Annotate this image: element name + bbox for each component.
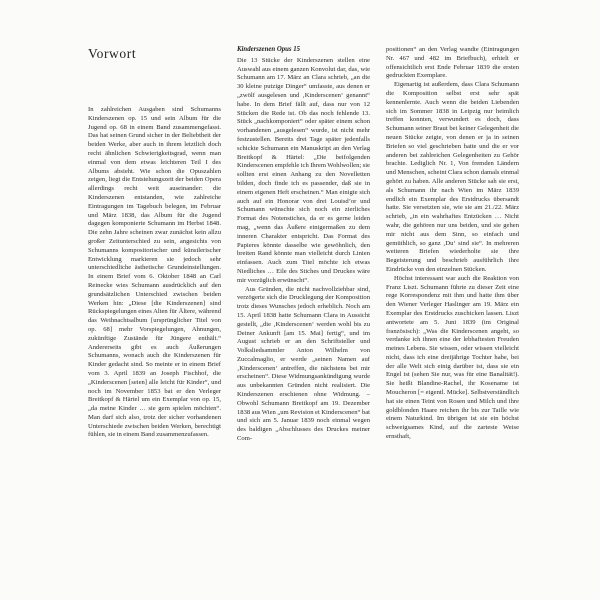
column-2 [237, 46, 370, 586]
paragraph: In zahlreichen Ausgaben sind Schumanns Kinderszenen op. 15 und sein Album für die Jugend op. 68 in einem Band zusammengefasst. Das hat seinen Grund sicher in der Beliebtheit der beiden Werke, aber auch in ihrem letztlich doch recht ähnlichen Schwierigkeitsgrad, wenn man einmal von dem etwas leichteren Teil I des Albums absieht. Wie schon die Opuszahlen zeigen, liegt die Entstehungszeit der beiden Opera allerdings recht weit auseinander: die Kinderszenen entstanden, wie zahlreiche Eintragungen im Tagebuch belegen, im Februar und März 1838, das Album für die Jugend dagegen komponierte Schumann im Herbst 1848. Die zehn Jahre scheinen zwar zunächst kein allzu großer Zeitunterschied zu sein, angesichts von Schumanns kompositorischer und künstlerischer Entwicklung markieren sie jedoch sehr unterschiedliche ästhetische Grundeinstellungen. In einem Brief vom 6. Oktober 1848 an Carl Reinecke wies Schumann ausdrücklich auf den grundsätzlichen Unterschied zwischen beiden Werken hin: „Diese [die Kinderszenen] sind Rückspiegelungen eines Alten für Ältere, während das Weihnachtsalbum [ursprünglicher Titel von op. 68] mehr Vorspiegelungen, Ahnungen, zukünftige Zustände für Jüngere enthält.“ Andererseits gibt es auch Äußerungen Schumanns, wonach auch die Kinderszenen für Kinder gedacht sind. So meinte er in einem Brief vom 3. April 1839 an Joseph Fischhof, die „Kinderscenen [seien] alle leicht für Kinder“, und noch im November 1853 bat er den Verleger Breitkopf & Härtel um ein Exemplar von op. 15, „da meine Kinder … sie gern spielen möchten“. Man darf sich also, trotz der sicher vorhandenen Unterschiede zwischen beiden Werken, berechtigt fühlen, sie in einem Band zusammenzufassen. [88, 106, 221, 439]
section-heading-kinderszenen: Kinderszenen Opus 15 [237, 46, 301, 53]
paragraph: Eigenartig ist außerdem, dass Clara Schumann die Komposition selbst erst sehr spät kennenlernte. Auch wenn die beiden Liebenden sich im Sommer 1838 in Leipzig nur heimlich treffen konnten, verwundert es doch, dass Schumann seiner Braut bei keiner Gelegenheit die neuen Stücke zeigte, von denen er ja in seinen Briefen so viel geschrieben hatte und die er vor anderen bei zahlreichen Gelegenheiten zu Gehör brachte. Lediglich Nr. 1, Von fremden Ländern und Menschen, scheint Clara schon damals einmal gehört zu haben. Alle anderen Stücke sah sie erst, als Schumann ihr nach Wien im März 1839 endlich ein Exemplar des Erstdrucks übersandt hatte. Sie versetzten sie, wie sie am 21./22. März schrieb, „in ein wahrhaftes Entzücken … Nicht wahr, die gehören nur uns beiden, und sie gehen mir nicht aus dem Sinn, so einfach und gemüthlich, so ganz ‚Du‘ sind sie“. In mehreren weiteren Briefen wiederholte sie ihre Begeisterung und beschrieb ausführlich ihre Eindrücke von den einzelnen Stücken. [386, 81, 519, 273]
column-3-text [386, 46, 519, 442]
page-content [88, 46, 518, 586]
paragraph: Die 13 Stücke der Kinderszenen stellen eine Auswahl aus einem ganzen Konvolut dar, das, wie Schumann am 17. März an Clara schrieb, „an die 30 kleine putzige Dinger“ umfasste, aus denen er „zwölf ausgelesen und ‚Kinderscenen‘ genannt“ habe. In dem Brief fällt auf, dass nur von 12 Stücken die Rede ist. Ob das noch fehlende 13. Stück „nachkomponiert“ oder später einem schon vorhandenen „ausgelesen“ wurde, ist nicht mehr festzustellen. Bereits drei Tage später jedenfalls schickte Schumann ein Manuskript an den Verlag Breitkopf & Härtel: „Die beifolgenden Kinderscenen empfehle ich Ihrem Wohlwollen; sie sollten erst einen Anhang zu den Novelletten bilden, doch finde ich es passender, daß sie in einem eigenen Heft erscheinen.“ Man einigte sich auch auf ein Honorar von drei Louisd’or und Schumann wünschte sich noch ein zierliches Format des Notenstiches, da er es gerne leiden mag, „wenn das Äußere einigermaßen zu dem inneren Charakter entspricht. Das Format des Papieres könnte dasselbe wie gewöhnlich, den breiten Rand könnte man vielleicht durch Linien einfassen. Auch zum Titel möchte ich etwas Niedliches … Eile des Stiches und Druckes wäre mir vorzüglich erwünscht“. [237, 56, 370, 284]
page-title: Vorwort [88, 46, 137, 61]
paragraph: Höchst interessant war auch die Reaktion von Franz Liszt. Schumann führte zu dieser Zeit eine rege Korrespondenz mit ihm und hatte ihm über den Wiener Verleger Haslinger am 19. März ein Exemplar des Erstdrucks zuschicken lassen. Liszt antwortete am 5. Juni 1839 (im Original französisch): „Was die Kinderscenen angeht, so verdanke ich ihnen eine der lebhaftesten Freuden meines Lebens. Sie wissen, oder wissen vielleicht nicht, dass ich eine dreijährige Tochter habe, bei der alle Welt sich einig darüber ist, dass sie ein Engel ist (sehen Sie nur, was für eine Banalität!). Sie heißt Blandine-Rachel, ihr Kosename ist Moucheron [= eigentl. Mücke]. Selbstverständlich hat sie einen Teint von Rosen und Milch und ihre goldblonden Haare reichen ihr bis zur Taille wie einem Naturkind. Im übrigen ist sie ein höchst schweigsames Kind, auf die zarteste Weise ernsthaft, [386, 274, 519, 441]
title-gap [88, 62, 221, 106]
paragraph: Aus Gründen, die nicht nachvollziehbar sind, verzögerte sich die Drucklegung der Komposition trotz dieses Wunsches jedoch erheblich. Noch am 15. April 1838 hatte Schumann Clara in Aussicht gestellt, „die ‚Kinderscenen‘ werden wohl bis zu Deiner Ankunft [am 15. Mai] fertig“, und im August schrieb er an den Schriftsteller und Volksliedsammler Anton Wilhelm von Zuccalmaglio, er werde „seinen Namen auf ‚Kinderscenen‘ antreffen, die nächstens bei mir erscheinen“. Diese Widmungsankündigung wurde aus unbekannten Gründen nicht realisiert. Die Kinderszenen erschienen ohne Widmung. – Obwohl Schumann Breitkopf am 19. Dezember 1838 aus Wien „um Revision et Kinderscenen“ bat und sich am 5. Januar 1839 noch einmal wegen des baldigen „Abschlusses des Druckes meiner Com- [237, 285, 370, 443]
column-2-text [237, 57, 370, 444]
column-1 [88, 46, 221, 586]
column-3 [386, 46, 519, 586]
column-1-text [88, 106, 221, 440]
paragraph: positionen“ an den Verlag wandte (Eintragungen Nr. 467 und 482 im Briefbuch), erhielt er offensichtlich erst Ende Februar 1839 die ersten gedruckten Exemplare. [386, 46, 519, 80]
